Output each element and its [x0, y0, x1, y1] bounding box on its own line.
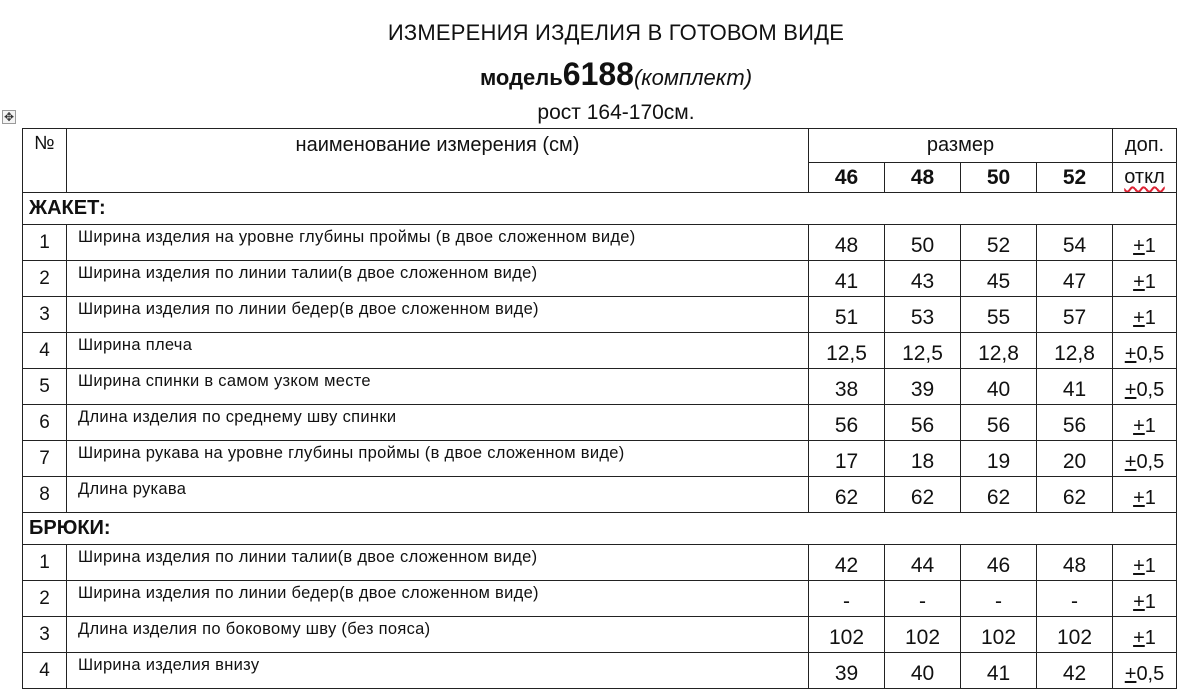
row-number: 6 [23, 405, 67, 441]
plus-minus-sign: + [1133, 307, 1145, 329]
size-value: 53 [885, 297, 961, 333]
size-value: 62 [885, 477, 961, 513]
row-number: 7 [23, 441, 67, 477]
size-value: 56 [885, 405, 961, 441]
tolerance-number: 1 [1144, 487, 1156, 509]
tolerance-number: 0,5 [1136, 663, 1165, 685]
plus-minus-sign: + [1124, 451, 1137, 473]
measurement-name: Длина изделия по среднему шву спинки [67, 405, 809, 441]
row-number: 5 [23, 369, 67, 405]
plus-minus-sign: + [1124, 379, 1137, 401]
size-value: 62 [1037, 477, 1113, 513]
tolerance-value [1113, 297, 1177, 333]
size-value: 62 [961, 477, 1037, 513]
tolerance-value [1113, 581, 1177, 617]
tolerance-number: 0,5 [1136, 343, 1165, 365]
tolerance-number: 0,5 [1136, 379, 1165, 401]
tolerance-header-top: доп. [1113, 129, 1177, 163]
plus-minus-sign: + [1133, 235, 1145, 257]
measurement-name: Длина рукава [67, 477, 809, 513]
size-value: 52 [961, 225, 1037, 261]
tolerance-value [1113, 617, 1177, 653]
measurement-name: Ширина изделия по линии талии(в двое сложенном виде) [67, 545, 809, 581]
size-value: 55 [961, 297, 1037, 333]
size-value: 46 [961, 545, 1037, 581]
size-value: 17 [809, 441, 885, 477]
section-label: БРЮКИ: [23, 513, 1177, 545]
size-value: - [1037, 581, 1113, 617]
section-label: ЖАКЕТ: [23, 193, 1177, 225]
size-value: 47 [1037, 261, 1113, 297]
table-row [23, 653, 1177, 689]
row-number: 4 [23, 333, 67, 369]
tolerance-header-bottom [1113, 163, 1177, 193]
plus-minus-sign: + [1133, 487, 1145, 509]
tolerance-value [1113, 405, 1177, 441]
tolerance-header-bottom-text: откл [1124, 166, 1165, 188]
tolerance-number: 1 [1144, 307, 1156, 329]
size-value: - [885, 581, 961, 617]
plus-minus-sign: + [1133, 415, 1145, 437]
size-value: 48 [809, 225, 885, 261]
measurement-name: Ширина спинки в самом узком месте [67, 369, 809, 405]
size-value: 39 [885, 369, 961, 405]
size-value: 39 [809, 653, 885, 689]
size-value: 44 [885, 545, 961, 581]
size-value: 12,8 [961, 333, 1037, 369]
plus-minus-sign: + [1133, 271, 1145, 293]
tolerance-value [1113, 261, 1177, 297]
plus-minus-sign: + [1133, 591, 1145, 613]
plus-minus-sign: + [1133, 555, 1145, 577]
measurement-name: Ширина рукава на уровне глубины проймы (в двое сложенном виде) [67, 441, 809, 477]
height-range: рост 164-170см. [537, 101, 695, 124]
size-46: 46 [809, 163, 885, 193]
size-value: 19 [961, 441, 1037, 477]
size-52: 52 [1037, 163, 1113, 193]
size-value: 40 [885, 653, 961, 689]
measurement-name: Ширина изделия по линии бедер(в двое сложенном виде) [67, 297, 809, 333]
size-value: 18 [885, 441, 961, 477]
table-row [23, 581, 1177, 617]
plus-minus-sign: + [1124, 343, 1137, 365]
size-column-header: размер [809, 129, 1113, 163]
measurement-name: Ширина изделия по линии талии(в двое сложенном виде) [67, 261, 809, 297]
tolerance-number: 1 [1144, 271, 1156, 293]
row-number: 1 [23, 545, 67, 581]
size-value: 42 [1037, 653, 1113, 689]
model-number: 6188 [562, 56, 634, 92]
table-row [23, 477, 1177, 513]
tolerance-number: 1 [1144, 415, 1156, 437]
measurement-name: Ширина изделия по линии бедер(в двое сложенном виде) [67, 581, 809, 617]
size-value: 43 [885, 261, 961, 297]
tolerance-value [1113, 333, 1177, 369]
size-value: 56 [809, 405, 885, 441]
plus-minus-sign: + [1133, 627, 1145, 649]
size-value: 54 [1037, 225, 1113, 261]
name-column-header: наименование измерения (см) [67, 129, 809, 193]
model-subtitle: (комплект) [633, 65, 753, 90]
table-row [23, 297, 1177, 333]
model-word: модель [479, 65, 563, 90]
measurement-name: Ширина изделия на уровне глубины проймы (в двое сложенном виде) [67, 225, 809, 261]
tolerance-value [1113, 653, 1177, 689]
size-value: 102 [1037, 617, 1113, 653]
size-value: 20 [1037, 441, 1113, 477]
row-number: 3 [23, 297, 67, 333]
table-row [23, 369, 1177, 405]
size-48: 48 [885, 163, 961, 193]
table-row [23, 333, 1177, 369]
tolerance-number: 1 [1144, 555, 1156, 577]
section-row [23, 193, 1177, 225]
size-value: 62 [809, 477, 885, 513]
size-value: 41 [809, 261, 885, 297]
size-value: 42 [809, 545, 885, 581]
measurements-table [22, 128, 1177, 689]
header-row [23, 129, 1177, 163]
size-value: 102 [885, 617, 961, 653]
table-row [23, 225, 1177, 261]
tolerance-value [1113, 369, 1177, 405]
table-row [23, 261, 1177, 297]
size-value: 45 [961, 261, 1037, 297]
tolerance-value [1113, 441, 1177, 477]
size-value: 38 [809, 369, 885, 405]
tolerance-number: 1 [1144, 627, 1156, 649]
table-row [23, 545, 1177, 581]
size-value: 51 [809, 297, 885, 333]
tolerance-number: 1 [1144, 235, 1156, 257]
measurement-name: Длина изделия по боковому шву (без пояса) [67, 617, 809, 653]
tolerance-value [1113, 545, 1177, 581]
size-value: 50 [885, 225, 961, 261]
size-value: 40 [961, 369, 1037, 405]
tolerance-number: 0,5 [1136, 451, 1165, 473]
section-row [23, 513, 1177, 545]
size-value: 12,8 [1037, 333, 1113, 369]
tolerance-value [1113, 225, 1177, 261]
size-value: 12,5 [809, 333, 885, 369]
number-column-header: № [23, 129, 67, 193]
row-number: 3 [23, 617, 67, 653]
tolerance-value [1113, 477, 1177, 513]
measurement-name: Ширина изделия внизу [67, 653, 809, 689]
size-value: - [809, 581, 885, 617]
size-value: 41 [1037, 369, 1113, 405]
size-value: - [961, 581, 1037, 617]
size-50: 50 [961, 163, 1037, 193]
size-value: 56 [1037, 405, 1113, 441]
table-row [23, 441, 1177, 477]
table-move-handle-icon[interactable]: ✥ [3, 110, 15, 124]
row-number: 8 [23, 477, 67, 513]
measurement-name: Ширина плеча [67, 333, 809, 369]
table-row [23, 617, 1177, 653]
size-value: 41 [961, 653, 1037, 689]
size-value: 12,5 [885, 333, 961, 369]
table-row [23, 405, 1177, 441]
size-value: 48 [1037, 545, 1113, 581]
model-line [0, 56, 1200, 93]
row-number: 1 [23, 225, 67, 261]
row-number: 2 [23, 581, 67, 617]
size-value: 102 [961, 617, 1037, 653]
plus-minus-sign: + [1124, 663, 1137, 685]
size-value: 102 [809, 617, 885, 653]
size-value: 56 [961, 405, 1037, 441]
tolerance-number: 1 [1144, 591, 1156, 613]
row-number: 4 [23, 653, 67, 689]
document-title: ИЗМЕРЕНИЯ ИЗДЕЛИЯ В ГОТОВОМ ВИДЕ [387, 20, 845, 45]
row-number: 2 [23, 261, 67, 297]
size-value: 57 [1037, 297, 1113, 333]
